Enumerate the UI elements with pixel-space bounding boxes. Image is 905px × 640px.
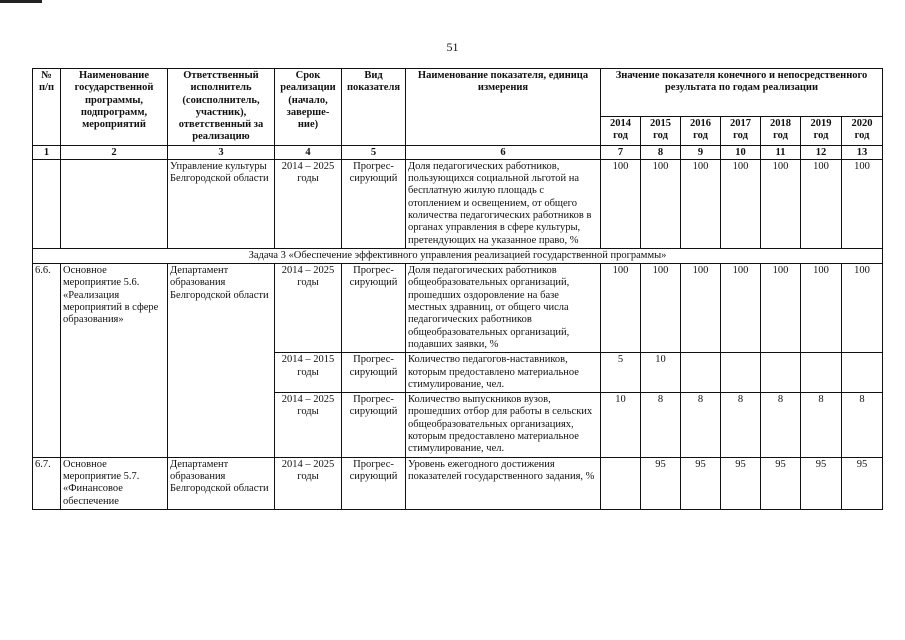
header-col-exec: Ответственный исполнитель (соисполнитель, участник), ответственный за реализацию	[168, 69, 275, 146]
column-numbers-row	[33, 145, 883, 159]
column-number: 8	[641, 145, 681, 159]
row-value: 8	[761, 393, 801, 457]
header-col-name: Наименование государственной программы, подпрограмм, мероприятий	[61, 69, 168, 146]
column-number: 10	[721, 145, 761, 159]
header-year-2020: 2020 год	[842, 117, 883, 146]
task-heading: Задача 3 «Обеспечение эффективного управления реализацией государственной программы»	[33, 248, 883, 263]
row-value: 100	[601, 264, 641, 353]
indicators-table	[32, 68, 883, 510]
row-term: 2014 – 2025 годы	[275, 159, 342, 248]
row-value: 8	[641, 393, 681, 457]
column-number: 6	[406, 145, 601, 159]
row-name: Основное мероприятие 5.6. «Реализация мероприятий в сфере образования»	[61, 264, 168, 457]
row-value	[842, 353, 883, 393]
column-number: 7	[601, 145, 641, 159]
row-type: Прогрес-сирующий	[342, 353, 406, 393]
row-value: 100	[761, 264, 801, 353]
column-number: 12	[801, 145, 842, 159]
row-indicator: Уровень ежегодного достижения показателей государственного задания, %	[406, 457, 601, 509]
row-value: 95	[641, 457, 681, 509]
table-row	[33, 159, 883, 248]
row-number: 6.6.	[33, 264, 61, 457]
table-row	[33, 457, 883, 509]
row-value: 100	[761, 159, 801, 248]
row-value: 95	[721, 457, 761, 509]
row-value: 10	[641, 353, 681, 393]
row-executor: Департамент образования Белгородской области	[168, 457, 275, 509]
row-value: 100	[801, 264, 842, 353]
header-year-2014: 2014 год	[601, 117, 641, 146]
row-number	[33, 159, 61, 248]
row-value	[761, 353, 801, 393]
header-row	[33, 69, 883, 117]
row-value: 95	[842, 457, 883, 509]
page-number: 51	[446, 40, 459, 54]
row-value: 95	[681, 457, 721, 509]
row-value	[601, 457, 641, 509]
header-col-indicator: Наименование показателя, единица измерения	[406, 69, 601, 146]
column-number: 9	[681, 145, 721, 159]
row-value	[681, 353, 721, 393]
column-number: 1	[33, 145, 61, 159]
row-value: 95	[761, 457, 801, 509]
scan-corner-mark	[0, 0, 42, 3]
column-number: 4	[275, 145, 342, 159]
row-number: 6.7.	[33, 457, 61, 509]
row-value: 100	[681, 264, 721, 353]
row-value: 100	[801, 159, 842, 248]
row-value: 100	[842, 264, 883, 353]
row-value: 8	[721, 393, 761, 457]
row-type: Прогрес-сирующий	[342, 159, 406, 248]
row-value: 100	[641, 159, 681, 248]
row-indicator: Доля педагогических работников общеобразовательных организаций, прошедших оздоровление на базе местных здравниц, от общего числа педагогических работников общеобразовательных организаций, подавших заявки, %	[406, 264, 601, 353]
row-value: 8	[801, 393, 842, 457]
column-number: 2	[61, 145, 168, 159]
row-value: 10	[601, 393, 641, 457]
row-value	[801, 353, 842, 393]
row-executor: Управление культуры Белгородской области	[168, 159, 275, 248]
header-col-term: Срок реализации (начало, заверше-ние)	[275, 69, 342, 146]
header-year-2015: 2015 год	[641, 117, 681, 146]
row-value: 100	[601, 159, 641, 248]
row-value: 5	[601, 353, 641, 393]
header-col-type: Вид показателя	[342, 69, 406, 146]
row-value: 95	[801, 457, 842, 509]
column-number: 5	[342, 145, 406, 159]
row-indicator: Количество педагогов-наставников, которым предоставлено материальное стимулирование, чел.	[406, 353, 601, 393]
row-indicator: Количество выпускников вузов, прошедших отбор для работы в сельских общеобразовательных организациях, которым предоставлено материальное стимулирование, чел.	[406, 393, 601, 457]
header-col-no: № п/п	[33, 69, 61, 146]
row-value: 8	[681, 393, 721, 457]
row-name: Основное мероприятие 5.7. «Финансовое обеспечение	[61, 457, 168, 509]
header-year-2018: 2018 год	[761, 117, 801, 146]
column-number: 11	[761, 145, 801, 159]
row-value: 100	[842, 159, 883, 248]
row-value: 8	[842, 393, 883, 457]
header-year-2017: 2017 год	[721, 117, 761, 146]
row-type: Прогрес-сирующий	[342, 457, 406, 509]
row-term: 2014 – 2025 годы	[275, 457, 342, 509]
row-value: 100	[681, 159, 721, 248]
row-indicator: Доля педагогических работников, пользующихся социальной льготой на бесплатную жилую площадь с отоплением и освещением, от общего количества педагогических работников в органах управления в сфере культуры, претендующих на указанное право, %	[406, 159, 601, 248]
row-term: 2014 – 2025 годы	[275, 264, 342, 353]
column-number: 13	[842, 145, 883, 159]
header-year-2016: 2016 год	[681, 117, 721, 146]
header-col-values: Значение показателя конечного и непосредственного результата по годам реализации	[601, 69, 883, 117]
row-executor: Департамент образования Белгородской области	[168, 264, 275, 457]
row-value: 100	[721, 159, 761, 248]
row-name	[61, 159, 168, 248]
row-type: Прогрес-сирующий	[342, 264, 406, 353]
row-type: Прогрес-сирующий	[342, 393, 406, 457]
task-heading-row	[33, 248, 883, 263]
row-value: 100	[641, 264, 681, 353]
row-value: 100	[721, 264, 761, 353]
column-number: 3	[168, 145, 275, 159]
header-year-2019: 2019 год	[801, 117, 842, 146]
row-term: 2014 – 2025 годы	[275, 393, 342, 457]
row-value	[721, 353, 761, 393]
row-term: 2014 – 2015 годы	[275, 353, 342, 393]
table-row	[33, 264, 883, 353]
